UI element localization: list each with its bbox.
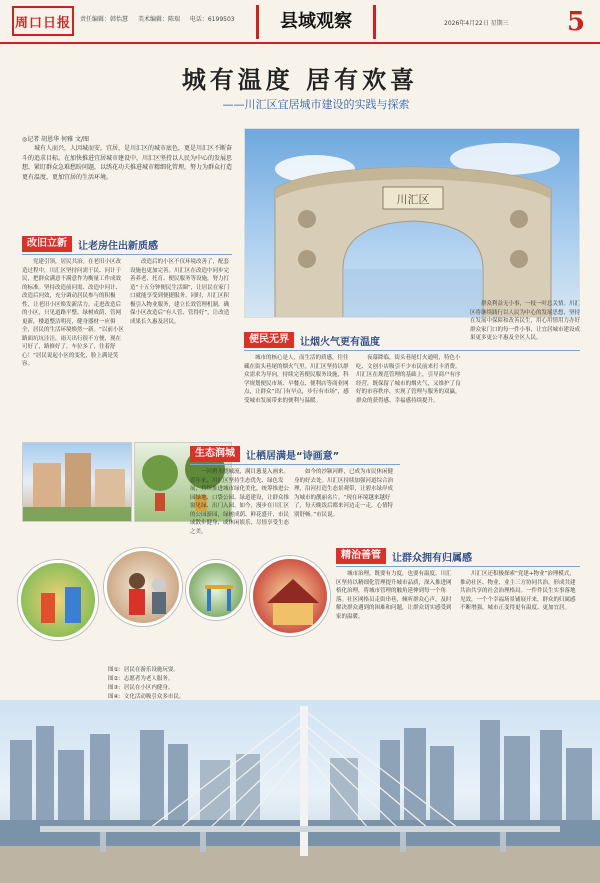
- section-divider-1: [22, 254, 232, 255]
- archway-plaque-text: 川汇区: [396, 193, 430, 206]
- section-divider-4: [336, 566, 580, 567]
- photo-fitness-circle: [186, 560, 246, 620]
- section-header-3: [190, 446, 339, 462]
- section-title-3: 让栖居满是“诗画意”: [246, 450, 340, 462]
- playground-illustration: [21, 563, 98, 640]
- photo-city-skyline-bridge: [0, 700, 600, 883]
- masthead: [0, 0, 600, 44]
- fitness-illustration: [189, 563, 246, 620]
- section-tag-2: 便民无界: [244, 332, 294, 348]
- buildings-illustration: [23, 443, 132, 522]
- date-line: 2026年4月22日 星期三: [444, 20, 509, 27]
- masthead-info: [80, 14, 243, 23]
- section-title-2: 让烟火气更有温度: [300, 336, 380, 348]
- newspaper-logo: 周口日报: [12, 6, 74, 36]
- byline: ◎记者 胡恩华 何雅 文/图: [22, 136, 89, 143]
- section-tag-1: 改旧立新: [22, 236, 72, 252]
- designer-label: 美术编辑：陈瑞: [137, 16, 180, 23]
- section-tag-3: 生态润城: [190, 446, 240, 462]
- photo-culture-event-circle: [250, 556, 330, 636]
- article-col-9: 群众利益无小事，一枝一叶总关情。川汇区将继续践行以人民为中心的发展思想，坚持在发展中保障和改善民生，用心用情用力办好群众家门口的每一件小事，让宜居城市建设成果更多更公平惠及全区人民。: [470, 301, 580, 341]
- volunteer-illustration: [107, 551, 182, 626]
- section-header-1: [22, 236, 158, 252]
- photo-playground-circle: [18, 560, 98, 640]
- section-title-4: 让群众拥有归属感: [392, 552, 472, 564]
- hero-photo-archway: [244, 128, 580, 318]
- caption-3: 图③：居民在小区内健身。: [108, 685, 174, 691]
- skyline-illustration: [0, 700, 600, 883]
- article-col-2: 改造后的小区不仅环境改善了，配套设施也更加完善。川汇区在改造中同步完善养老、托育、便民服务等设施，努力打造“十五分钟便民生活圈”，让居民在家门口就能享受到便捷服务。同时，川汇区积极引入物业服务，建立长效管理机制，确保小区改造后“有人管、管得好”，让改造成果长久惠及居民。: [130, 259, 230, 325]
- article-col-8: 川汇区还积极探索“党建+物业”治理模式，推动社区、物业、业主三方协同共治，形成共建共治共享的社会治理格局。一件件民生实事落地见效，一个个幸福场景铺展开来，群众的归属感不断增强，城市正变得更有温度、更加宜居。: [460, 571, 576, 611]
- article-col-3: 城市的核心是人，而生活的质感，往往藏在街头巷尾的烟火气里。川汇区坚持以群众需求为导向，持续完善便民服务设施，科学规划便民市场、早餐点、便利店等商业网点，让群众“出门有早点，步行有市场”，感受城市发展带来的便利与温暖。: [244, 355, 349, 404]
- section-header-2: [244, 332, 380, 348]
- article-col-5: 一河碧水绕城流，满目葱茏入画来。近年来，川汇区坚持生态优先、绿色发展，持续推进城市绿化美化，统筹推进公园绿地、口袋公园、绿道建设，让群众推窗见绿、出门入园。如今，漫步在川汇区的公园游园，绿树成荫、鲜花盛开，市民或散步健身、或休闲娱乐，尽情享受生态之美。: [190, 469, 290, 535]
- subheadline: ——川汇区宜居城市建设的实践与探索: [222, 98, 410, 111]
- section-tag-4: 精治善管: [336, 548, 386, 564]
- caption-4: 图④：文化活动吸引众多市民。: [108, 694, 185, 700]
- lead-paragraph: 城有人而兴，人因城而安。宜居，是川汇区的城市底色，更是川汇区不断奋斗的追求目标。在加快推进宜居城市建设中，川汇区坚持以人民为中心的发展思想，紧盯群众急难愁盼问题，以绣花功夫推进城市精细化管理，努力为群众打造更有温度、更加宜居的生活环境。: [22, 145, 232, 181]
- article-col-7: 城市治理，既要有力度，也要有温度。川汇区坚持以精细化管理提升城市品质，深入推进网格化治理，将城市管理的触角延伸到每一个角落。社区网格员走街串巷，倾听群众心声，及时解决群众遇到的困难和问题，让群众切实感受到家的温暖。: [336, 571, 452, 620]
- archway-illustration: [245, 129, 580, 318]
- headline: 城有温度 居有欢喜: [181, 65, 419, 94]
- section-header-4: [336, 548, 472, 564]
- section-divider-3: [190, 464, 400, 465]
- caption-2: 图②：志愿者为老人服务。: [108, 676, 174, 682]
- photo-volunteer-circle: [104, 548, 182, 626]
- article-col-6: 如今的沙颍河畔，已成为市民休闲健身的好去处。川汇区持续加强河道综合治理，沿河打造生态景观带，让碧水绿岸成为城市的靓丽名片。“现在环境越来越好了，每天晚饭后都来河边走一走，心情特别舒畅。”市民说。: [294, 469, 394, 518]
- article-col-4: 夜幕降临，街头巷尾灯火通明，特色小吃、文创小店吸引不少市民前来打卡消费。川汇区在规范管理的基础上，引导商户有序经营，既保留了城市的烟火气，又维护了良好的市容秩序，实现了管理与服务的双赢，群众的获得感、幸福感持续提升。: [356, 355, 461, 404]
- caption-1: 图①：居民在游乐设施玩耍。: [108, 667, 179, 673]
- phone-label: 电话：6199503: [189, 16, 235, 23]
- editor-label: 责任编辑：韩怡慧: [80, 16, 129, 23]
- culture-event-illustration: [253, 559, 330, 636]
- photo-residential-buildings: [22, 442, 132, 522]
- section-title: 县域观察: [256, 5, 376, 39]
- article-col-1: 党建引领，居民共治。在老旧小区改造过程中，川汇区坚持问需于民、问计于民，把群众满意不满意作为衡量工作成效的标准。坚持改造前问需、改造中问计、改造后问效，充分调动居民参与的积极性，让老旧小区焕发新活力。走进改造后的小区，只见道路平整、绿树成荫、管网更新，楼道整洁明亮，健身器材一应俱全，居民的生活环境焕然一新。“以前小区路面坑坑洼洼，雨天出行很不方便，现在可好了，路修好了，车位多了，住着舒心！”居民说起小区的变化，脸上满是笑容。: [22, 259, 124, 367]
- page-number: 5: [566, 7, 586, 37]
- section-title-1: 让老房住出新质感: [78, 240, 158, 252]
